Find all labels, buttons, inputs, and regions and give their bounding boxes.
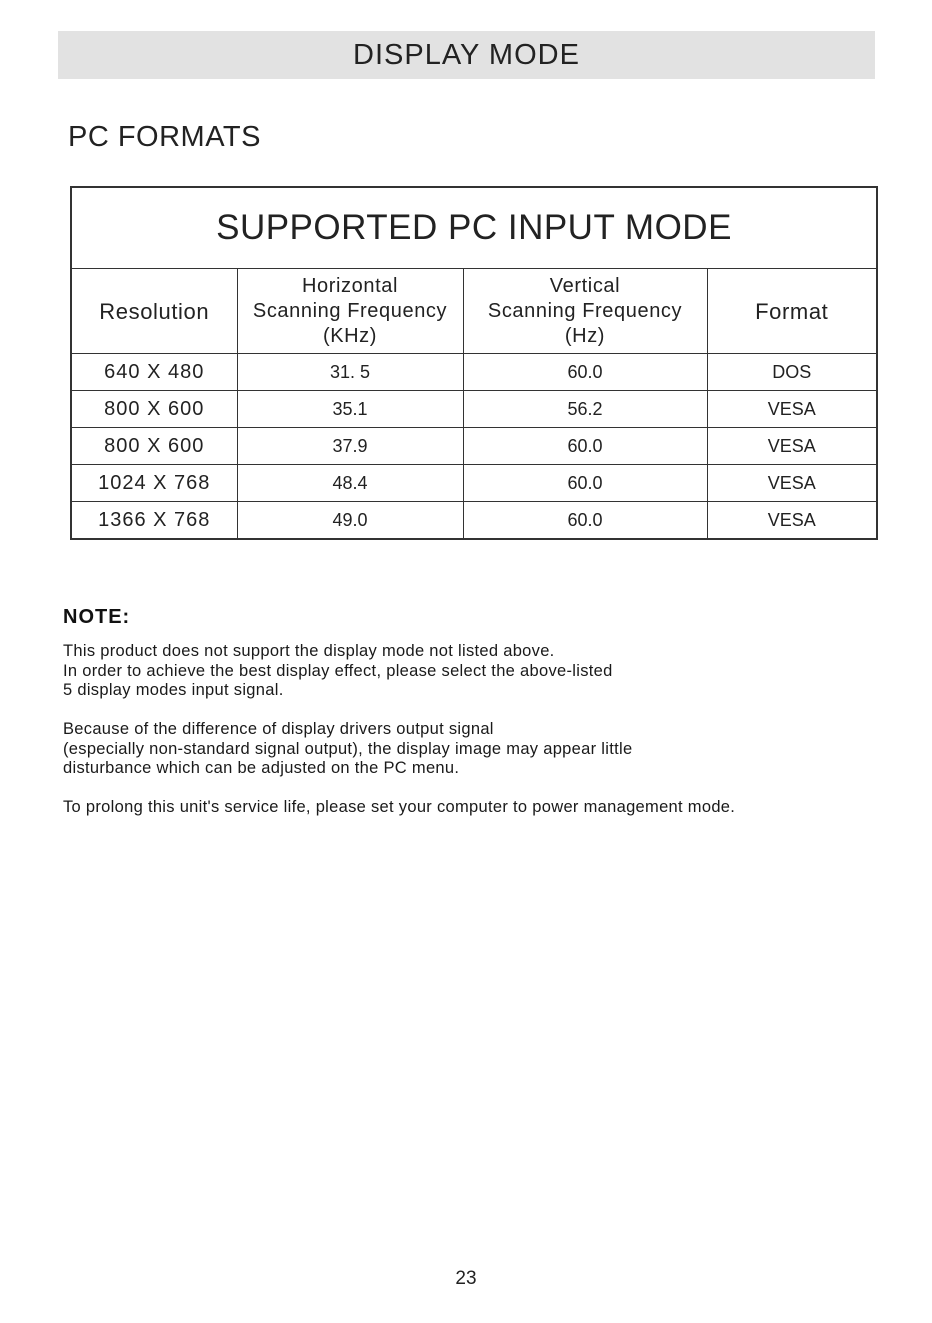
table-caption: SUPPORTED PC INPUT MODE [71, 187, 877, 269]
cell-format: VESA [707, 391, 877, 428]
header-bar [58, 31, 875, 79]
pc-input-mode-table [70, 186, 878, 540]
cell-vertical: 56.2 [463, 391, 707, 428]
cell-format: DOS [707, 354, 877, 391]
note-paragraph: Because of the difference of display drivers output signal (especially non-standard signal output), the display image may appear little disturbance which can be adjusted on the PC menu. [63, 720, 633, 777]
cell-horizontal: 37.9 [237, 428, 463, 465]
column-header-resolution: Resolution [71, 269, 237, 354]
cell-resolution: 800 X 600 [71, 391, 237, 428]
cell-vertical: 60.0 [463, 502, 707, 540]
cell-format: VESA [707, 502, 877, 540]
cell-format: VESA [707, 465, 877, 502]
table-row [71, 465, 877, 502]
note-paragraph: This product does not support the display mode not listed above. In order to achieve the best display effect, please select the above-listed 5 display modes input signal. [63, 642, 613, 699]
column-header-vertical-line-2: Scanning Frequency [487, 299, 683, 322]
cell-resolution: 1366 X 768 [71, 502, 237, 540]
column-header-horizontal-line-3: (KHz) [322, 324, 378, 347]
note-paragraph: To prolong this unit's service life, please set your computer to power management mode. [63, 798, 736, 816]
page-title: DISPLAY MODE [353, 38, 580, 71]
section-title: PC FORMATS [68, 121, 261, 153]
column-header-vertical-line-1: Vertical [549, 274, 621, 297]
table-row [71, 391, 877, 428]
cell-horizontal: 48.4 [237, 465, 463, 502]
column-header-vertical-line-3: (Hz) [564, 324, 606, 347]
table-row [71, 428, 877, 465]
cell-horizontal: 31. 5 [237, 354, 463, 391]
cell-resolution: 640 X 480 [71, 354, 237, 391]
cell-resolution: 800 X 600 [71, 428, 237, 465]
cell-resolution: 1024 X 768 [71, 465, 237, 502]
table-row [71, 354, 877, 391]
column-header-horizontal-line-2: Scanning Frequency [252, 299, 448, 322]
table-header-row [71, 269, 877, 354]
note-heading: NOTE: [63, 606, 131, 628]
cell-vertical: 60.0 [463, 354, 707, 391]
cell-horizontal: 49.0 [237, 502, 463, 540]
cell-format: VESA [707, 428, 877, 465]
page-number: 23 [455, 1268, 477, 1289]
column-header-horizontal [237, 269, 463, 354]
column-header-vertical [463, 269, 707, 354]
cell-vertical: 60.0 [463, 465, 707, 502]
column-header-format: Format [707, 269, 877, 354]
column-header-horizontal-line-1: Horizontal [301, 274, 399, 297]
cell-vertical: 60.0 [463, 428, 707, 465]
table-row [71, 502, 877, 540]
note-body [63, 642, 863, 837]
cell-horizontal: 35.1 [237, 391, 463, 428]
